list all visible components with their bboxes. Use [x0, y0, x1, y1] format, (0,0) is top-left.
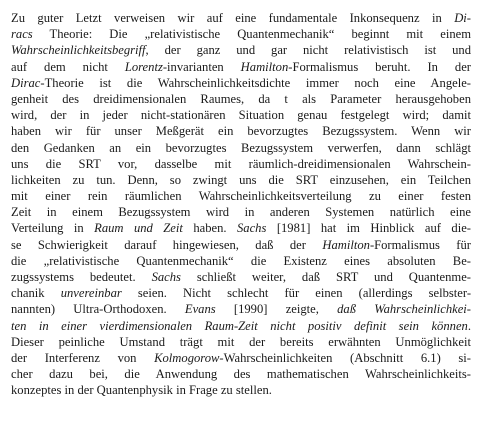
text-line [11, 301, 471, 317]
text-run: Verteilung in [11, 221, 95, 236]
italic-text: Evans [184, 302, 216, 317]
text-run: [1981] hat im Hinblick auf die- [266, 221, 471, 236]
italic-text: Sachs [151, 270, 181, 284]
text-line [11, 140, 471, 156]
text-run: -Formalismus beruht. In der [288, 59, 471, 74]
italic-text: Hamilton [240, 59, 289, 74]
text-line [11, 350, 471, 366]
text-run: die „relativistische Quantenmechanik“ die Existenz eines absoluten Be- [11, 253, 471, 268]
text-line [11, 366, 471, 382]
text-line [11, 269, 471, 285]
italic-text: daß Wahrscheinlichkei- [337, 302, 471, 317]
text-line [11, 91, 471, 107]
text-line [11, 10, 471, 26]
text-line [11, 382, 471, 398]
text-line [11, 253, 471, 269]
text-run: haben wir für unser Meßgerät ein bevorzugtes Bezugssystem. Wenn wir [11, 124, 471, 139]
text-run: haben. [182, 221, 237, 236]
italic-text: racs [11, 27, 33, 42]
text-run: wird, der in jeder nicht-stationären Situation genau festgelegt wird; damit [11, 108, 471, 123]
text-run: auf dem nicht [11, 59, 125, 74]
text-run: , der ganz und gar nicht relativistisch ist und [145, 43, 471, 58]
italic-text: Hamilton [322, 237, 370, 252]
text-run: seien. Nicht schlecht für einen (allerdings selbster- [121, 286, 472, 301]
text-run: Dieser peinliche Umstand trägt mit der bereits erwähnten Unmöglichkeit [11, 334, 471, 349]
text-line [11, 172, 471, 188]
text-run: schließt weiter, daß SRT und Quantenme- [180, 270, 471, 284]
text-run: uns die SRT vor, dasselbe mit räumlich-dreidimensionalen Wahrschein- [11, 156, 471, 171]
text-run: zugssystems bedeutet. [11, 270, 152, 284]
text-line [11, 334, 471, 350]
text-run: lichkeiten zu tun. Denn, so zwingt uns die SRT einzusehen, ein Teilchen [11, 172, 471, 187]
text-run: konzeptes in der Quantenphysik in Frage zu stellen. [11, 383, 272, 398]
text-line [11, 42, 471, 58]
italic-text: Lorentz [124, 59, 163, 74]
italic-text: Raum und Zeit [94, 221, 183, 236]
text-run: genheit des dreidimensionalen Raumes, da t als Parameter herausgehoben [11, 91, 471, 106]
text-line [11, 204, 471, 220]
text-run: Zeit in einem Bezugssystem wird in anderen Systemen natürlich eine [11, 205, 471, 220]
text-run: nannten) Ultra-Orthodoxen. [11, 302, 185, 317]
text-run: Theorie: Die „relativistische Quantenmechanik“ beginnt mit einem [32, 27, 471, 42]
text-line [11, 26, 471, 42]
text-run: mit einer rein räumlichen Wahrscheinlichkeitsverteilung zu einer festen [11, 189, 471, 204]
text-run: der Interferenz von [11, 350, 155, 365]
text-run: -Wahrscheinlichkeiten (Abschnitt 6.1) si- [219, 350, 471, 365]
italic-text: Di- [454, 11, 471, 25]
text-run: Zu guter Letzt verweisen wir auf eine fundamentale Inkonsequenz in [11, 11, 455, 25]
text-run: . [467, 318, 471, 333]
text-line [11, 188, 471, 204]
text-run: den Gedanken an ein bevorzugtes Bezugssystem verwerfen, dann schlägt [11, 140, 471, 155]
text-line [11, 318, 471, 334]
text-line [11, 59, 471, 75]
italic-text: Wahrscheinlichkeitsbegriff [11, 43, 146, 58]
text-run: -invarianten [162, 59, 241, 74]
italic-text: unvereinbar [60, 286, 122, 301]
text-line [11, 107, 471, 123]
text-run: se Schwierigkeit darauf hingewiesen, daß der [11, 237, 323, 252]
text-line [11, 156, 471, 172]
text-line [11, 220, 471, 236]
text-run: cher dazu bei, die Anwendung des mathematischen Wahrscheinlichkeits- [11, 367, 471, 382]
text-page [11, 10, 471, 399]
italic-text: Kolmogorow [154, 350, 220, 365]
italic-text: ten in einer vierdimensionalen Raum-Zeit nicht positiv definit sein können [11, 318, 468, 333]
text-run: -Formalismus für [369, 237, 471, 252]
text-line [11, 285, 471, 301]
body-paragraph [11, 10, 471, 399]
italic-text: Sachs [236, 221, 267, 236]
text-run: -Theorie ist die Wahrscheinlichkeitsdichte immer noch eine Angele- [40, 75, 471, 90]
italic-text: Dirac [11, 75, 41, 90]
text-line [11, 123, 471, 139]
text-line [11, 75, 471, 91]
text-run: chanik [11, 286, 61, 301]
text-run: [1990] zeigte, [215, 302, 338, 317]
text-line [11, 237, 471, 253]
